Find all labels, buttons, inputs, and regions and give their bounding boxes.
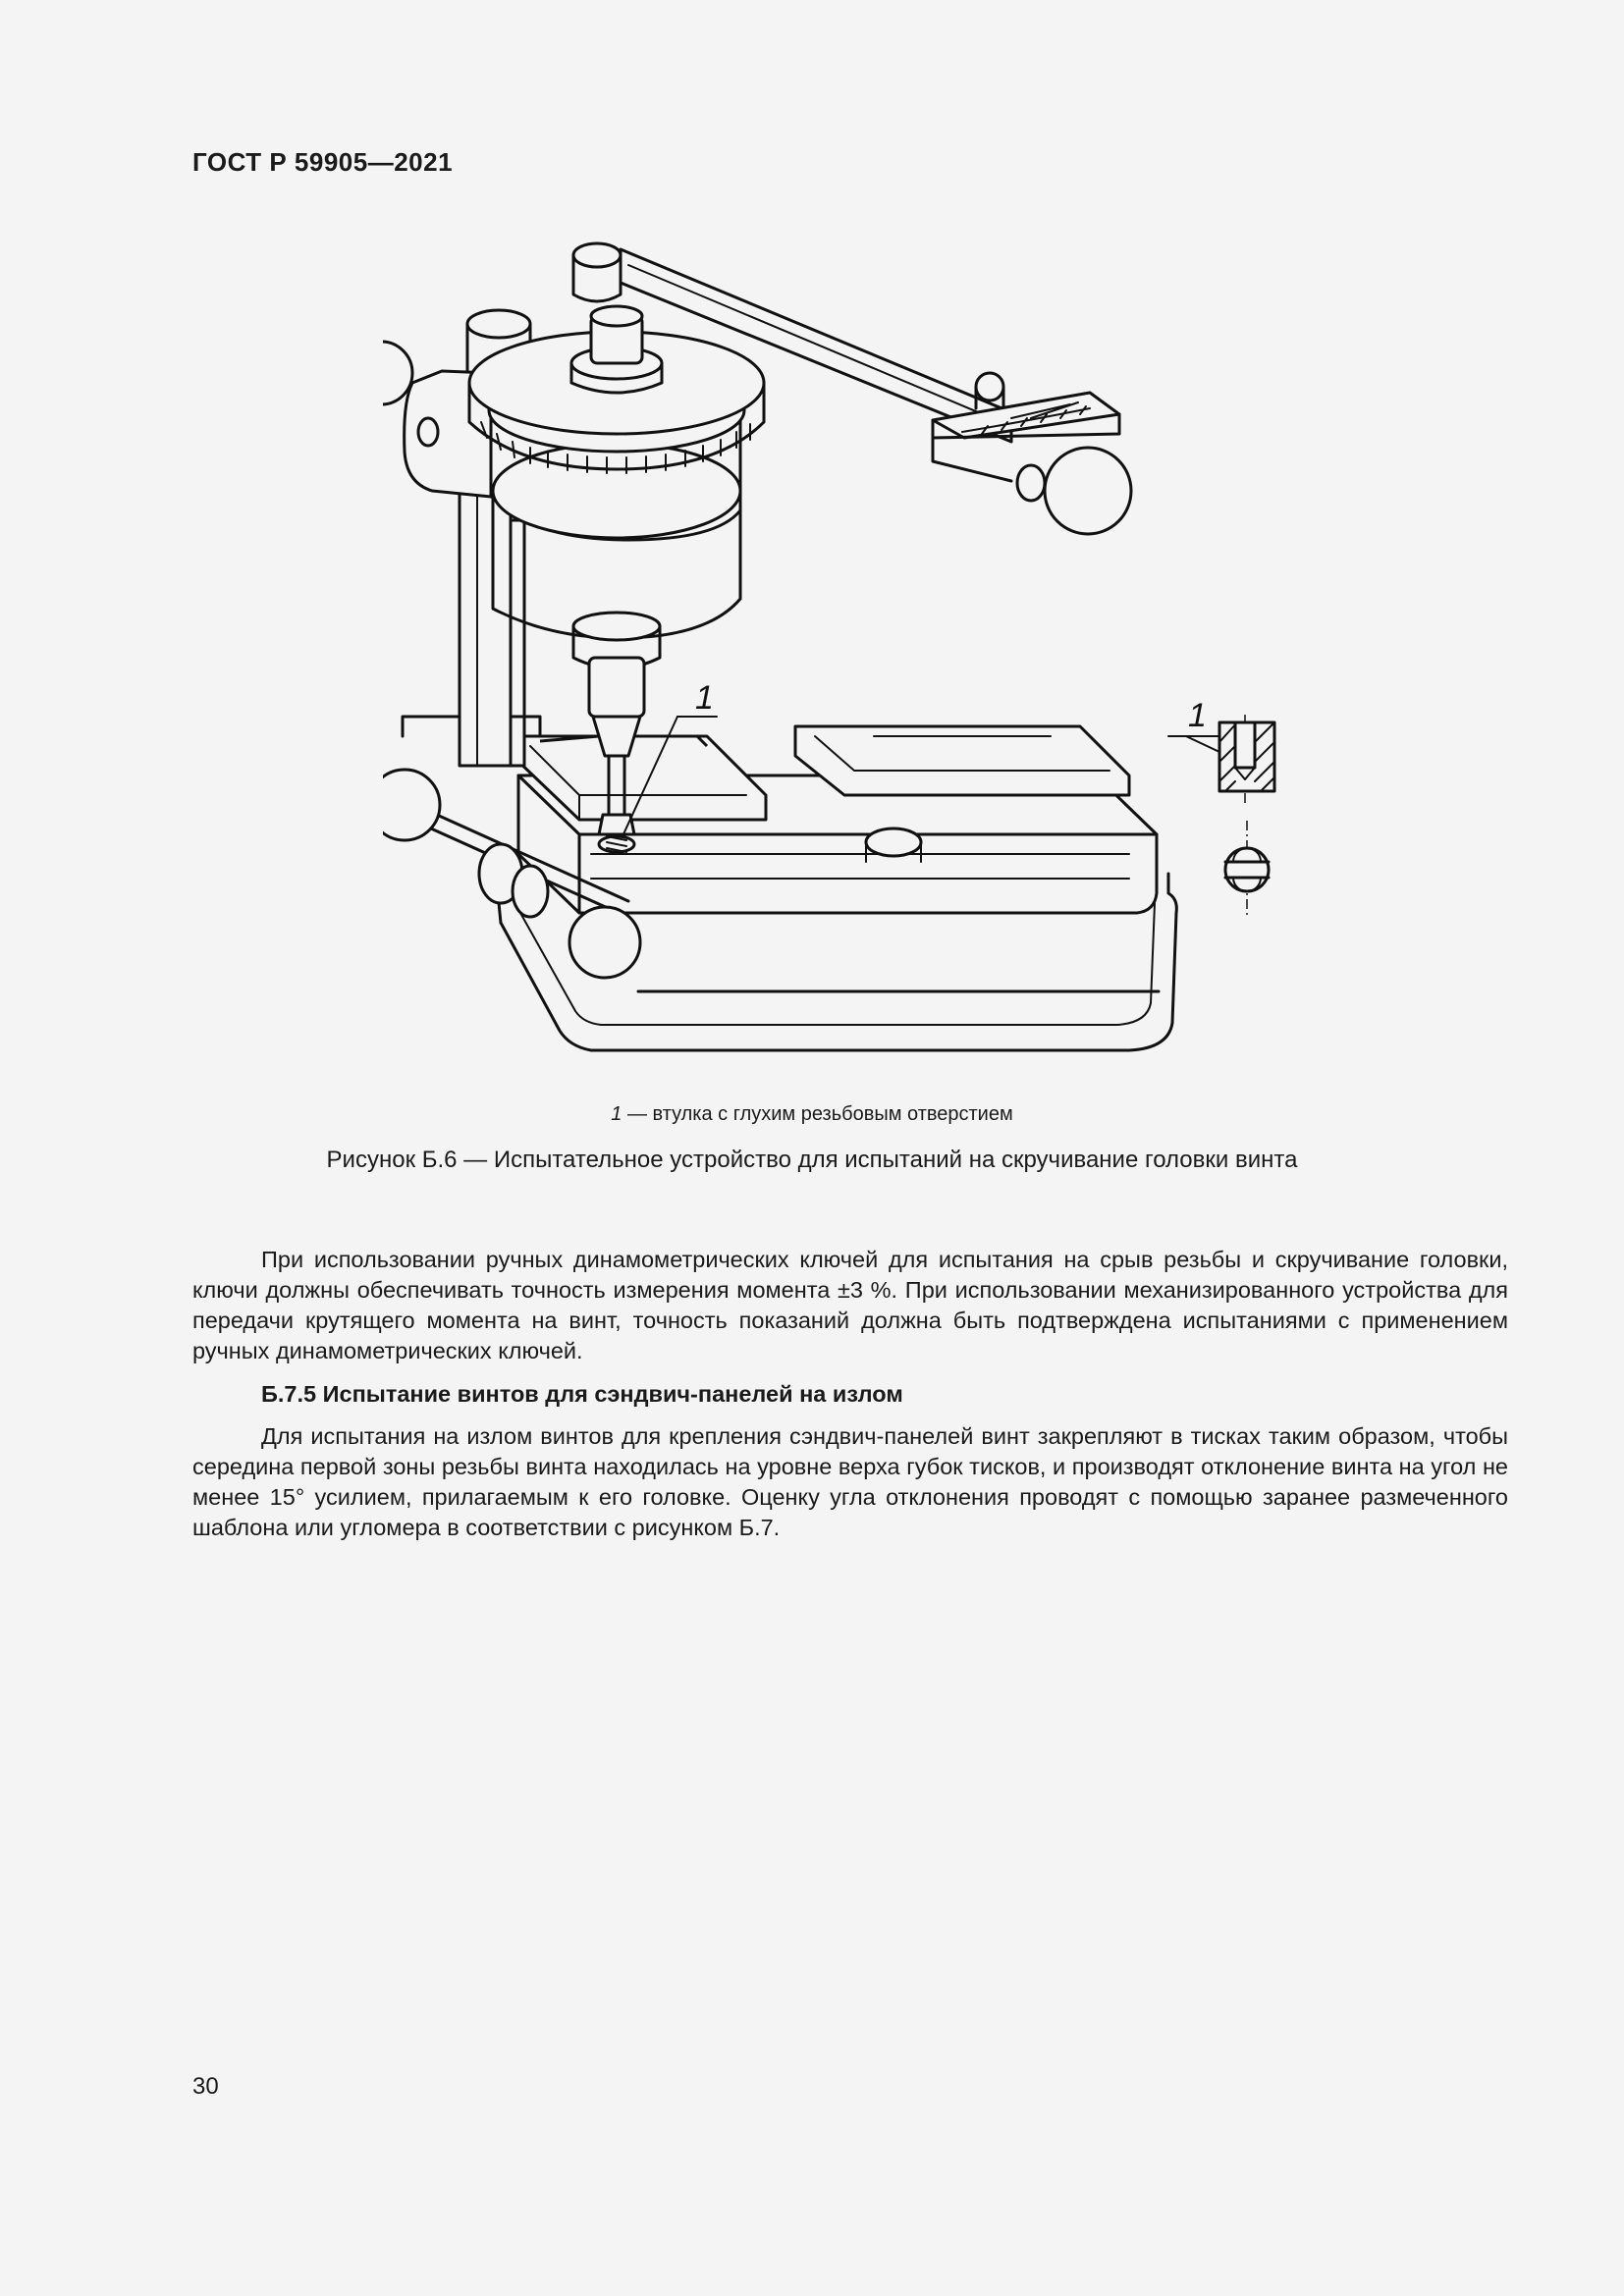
body-paragraph-2: Для испытания на излом винтов для крепления сэндвич-панелей винт закрепляют в тисках таким образом, чтобы середина первой зоны резьбы винта находилась на уровне верха губок тисков, и производят отклонение винта на угол не менее 15° усилием, прилагаемым к его головке. Оценку угла отклонения проводят с помощью заранее размеченного шаблона или угломера в соответствии с рисунком Б.7. [192,1423,1508,1540]
clamp-hole [418,418,438,446]
column-cap [467,310,530,338]
figure-legend [0,1103,1624,1126]
test-device-figure [383,226,1326,1090]
figure-caption: Рисунок Б.6 — Испытательное устройство для испытаний на скручивание головки винта [326,1147,1298,1173]
callout-number-main: 1 [695,679,714,717]
lever-pivot [573,243,621,267]
section-heading: Б.7.5 Испытание винтов для сэндвич-панелей на излом [261,1381,903,1407]
vise-handle-ball-right [569,907,640,978]
legend-text: — втулка с глухим резьбовым отверстием [622,1103,1013,1125]
callout-number-detail: 1 [1188,697,1207,734]
page-number: 30 [192,2073,219,2100]
document-header: ГОСТ Р 59905—2021 [192,147,454,177]
sleeve-section-detail [1168,697,1274,805]
chuck [589,658,644,717]
legend-number: 1 [611,1103,623,1125]
lever-weight-ball [1045,448,1131,534]
vise-hole [866,828,921,856]
torsion-test-device-drawing [383,226,1326,1090]
body-paragraph-1: При использовании ручных динамометрических ключей для испытания на срыв резьбы и скручивание головки, ключи должны обеспечивать точность измерения момента ±3 %. При использовании механизированного устройства для передачи крутящего момента на винт, точность показаний должна быть подтверждена испытаниями с применением ручных динамометрических ключей. [192,1247,1508,1363]
column [460,471,511,766]
sleeve-top-view-detail [1225,821,1269,919]
vise-handle-ball-left [383,770,440,840]
vise-screw-knob [513,866,548,917]
